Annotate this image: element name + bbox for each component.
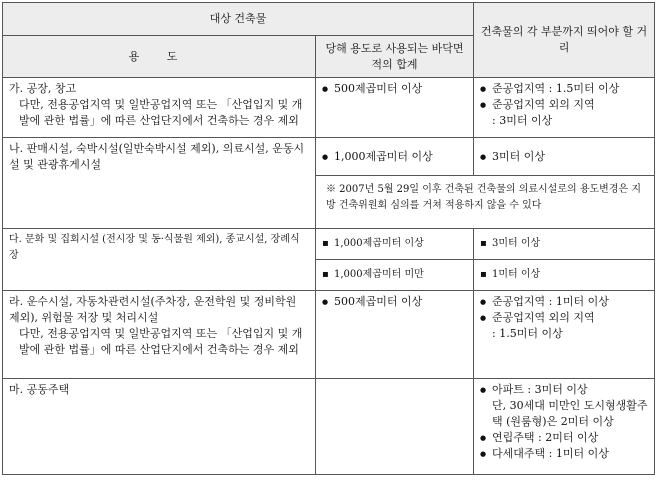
row-d-distance-line-1: ● 준공업지역 : 1미터 이상: [480, 294, 648, 310]
row-a-distance-line-1: ● 준공업지역 : 1.5미터 이상: [480, 81, 648, 97]
header-floor-area: 당해 용도로 사용되는 바닥면적의 합계: [316, 36, 474, 78]
row-d-use-title: 라. 운수시설, 자동차관련시설(주차장, 운전학원 및 정비학원 제외), 위험물 저장 및 처리시설: [9, 295, 297, 324]
row-a-use-detail: 다만, 전용공업지역 및 일반공업지역 또는 「산업입지 및 개발에 관한 법률」에 따른 산업단지에서 건축하는 경우 제외: [19, 98, 303, 127]
row-d-area: [316, 291, 474, 379]
row-e-use-title: 마. 공동주택: [9, 383, 70, 396]
row-d-use-detail: 다만, 전용공업지역 및 일반공업지역 또는 「산업입지 및 개발에 관한 법률」에 따른 산업단지에서 건축하는 경우 제외: [19, 327, 303, 356]
row-c-use-title: 다. 문화 및 집회시설 (전시장 및 동·식물원 제외), 종교시설, 장례식장: [9, 234, 300, 261]
row-b-note: ※ 2007년 5월 29일 이후 건축된 건축물의 의료시설로의 용도변경은 지방 건축위원회 심의를 거쳐 적용하지 않을 수 있다: [316, 176, 655, 229]
row-a-area: [316, 78, 474, 138]
row-e-distance-line-2: 단, 30세대 미만인 도시형생활주택 (원룸형)은 2미터 이상: [492, 399, 648, 428]
row-c-area-b: [316, 260, 474, 291]
row-a-distance-line-2: ● 준공업지역 외의 지역: [480, 97, 648, 113]
header-use: 용 도: [3, 36, 316, 78]
row-a-use-title: 가. 공장, 창고: [9, 82, 77, 95]
header-target-building: 대상 건축물: [3, 3, 474, 36]
row-d-use: [3, 291, 316, 379]
row-c-distance-a-value: ▪ 3미터 이상: [480, 236, 648, 252]
row-c-distance-b: [474, 260, 655, 291]
row-d-distance-line-3: : 1.5미터 이상: [492, 327, 563, 340]
row-b-area: [316, 138, 474, 176]
row-b-use: [3, 138, 316, 229]
row-d-distance-line-2: ● 준공업지역 외의 지역: [480, 310, 648, 326]
row-c-area-a-value: ▪ 1,000제곱미터 이상: [322, 236, 467, 252]
row-c-use: [3, 229, 316, 291]
row-b-use-title: 나. 판매시설, 숙박시설(일반숙박시설 제외), 의료시설, 운동시설 및 관광휴게시설: [9, 142, 305, 171]
row-a-use: [3, 78, 316, 138]
row-d-area-value: ● 500제곱미터 이상: [322, 294, 467, 310]
row-e-area: [316, 379, 474, 475]
row-e-distance-line-4: ● 다세대주택 : 1미터 이상: [480, 446, 648, 462]
row-c-area-b-value: ▪ 1,000제곱미터 미만: [322, 267, 467, 283]
row-c-area-a: [316, 229, 474, 260]
row-e-distance-line-3: ● 연립주택 : 2미터 이상: [480, 430, 648, 446]
setback-distance-table: [2, 2, 655, 475]
row-a-distance: [474, 78, 655, 138]
row-e-distance: [474, 379, 655, 475]
row-e-use: [3, 379, 316, 475]
row-b-distance: [474, 138, 655, 176]
row-b-area-value: ● 1,000제곱미터 이상: [322, 149, 467, 165]
header-distance-text: 건축물의 각 부분까지 띄어야 할 거리: [480, 25, 648, 54]
row-e-distance-line-1: ● 아파트 : 3미터 이상: [480, 382, 648, 398]
row-d-distance: [474, 291, 655, 379]
header-distance: [474, 3, 655, 78]
row-b-distance-line-1: ● 3미터 이상: [480, 149, 648, 165]
row-c-distance-b-value: ▪ 1미터 이상: [480, 267, 648, 283]
row-c-distance-a: [474, 229, 655, 260]
row-a-distance-line-3: : 3미터 이상: [492, 114, 553, 127]
row-a-area-value: ● 500제곱미터 이상: [322, 81, 467, 97]
